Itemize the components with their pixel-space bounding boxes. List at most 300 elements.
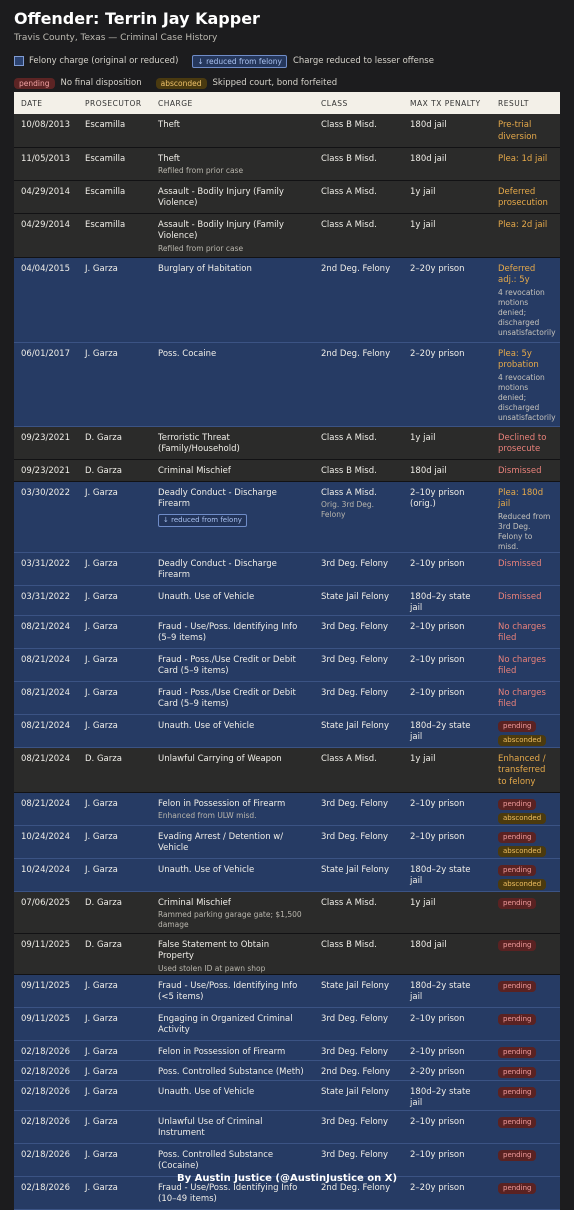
cell-charge bbox=[151, 1110, 314, 1143]
cell-date: 04/04/2015 bbox=[14, 257, 78, 342]
table-row bbox=[14, 426, 560, 459]
cell-charge bbox=[151, 1060, 314, 1080]
result-text: Enhanced / transferred to felony bbox=[498, 753, 546, 787]
result-text: Plea: 2d jail bbox=[498, 219, 548, 230]
class-text: 3rd Deg. Felony bbox=[321, 1046, 389, 1057]
cell-prosecutor: J. Garza bbox=[78, 648, 151, 681]
result-text: Plea: 5y probation bbox=[498, 348, 539, 370]
charge-text: Criminal Mischief bbox=[158, 897, 231, 908]
pending-badge: pending bbox=[498, 1047, 536, 1058]
class-text: Class A Misd. bbox=[321, 186, 377, 197]
cell-penalty: 2–10y prison bbox=[403, 1040, 491, 1060]
cell-result bbox=[491, 426, 560, 459]
charge-text: Deadly Conduct - Discharge Firearm bbox=[158, 487, 277, 509]
cell-date: 08/21/2024 bbox=[14, 747, 78, 792]
charge-text: Theft bbox=[158, 120, 180, 130]
cell-result bbox=[491, 933, 560, 974]
cell-result bbox=[491, 792, 560, 825]
legend bbox=[14, 54, 560, 90]
cell-penalty: 2–20y prison bbox=[403, 1060, 491, 1080]
cell-class bbox=[314, 825, 403, 858]
reduced-chip: ↓ reduced from felony bbox=[192, 55, 287, 68]
legend-absconded-label: Skipped court, bond forfeited bbox=[212, 78, 338, 88]
cell-penalty: 180d–2y state jail bbox=[403, 714, 491, 747]
cell-prosecutor: D. Garza bbox=[78, 747, 151, 792]
charge-text: Unauth. Use of Vehicle bbox=[158, 864, 255, 875]
table-row bbox=[14, 180, 560, 213]
cell-prosecutor: D. Garza bbox=[78, 933, 151, 974]
cell-charge bbox=[151, 585, 314, 615]
charge-text: Fraud - Poss./Use Credit or Debit Card (5–9 items) bbox=[158, 654, 296, 676]
column-header: RESULT bbox=[491, 92, 560, 114]
charge-text: Fraud - Use/Poss. Identifying Info (<5 items) bbox=[158, 980, 298, 1002]
result-text: Dismissed bbox=[498, 465, 542, 476]
table-row bbox=[14, 891, 560, 933]
cell-class bbox=[314, 114, 403, 147]
cell-charge bbox=[151, 933, 314, 974]
pending-badge: pending bbox=[498, 1183, 536, 1194]
table-row bbox=[14, 747, 560, 792]
cell-charge bbox=[151, 1080, 314, 1110]
cell-charge bbox=[151, 481, 314, 552]
cell-class bbox=[314, 1007, 403, 1040]
cell-prosecutor: J. Garza bbox=[78, 615, 151, 648]
cell-penalty: 2–20y prison bbox=[403, 342, 491, 426]
cell-penalty: 180d–2y state jail bbox=[403, 1080, 491, 1110]
cell-result bbox=[491, 891, 560, 933]
class-text: 3rd Deg. Felony bbox=[321, 798, 389, 809]
cell-result bbox=[491, 1060, 560, 1080]
cell-penalty: 2–10y prison (orig.) bbox=[403, 481, 491, 552]
cell-class bbox=[314, 1110, 403, 1143]
table-row bbox=[14, 213, 560, 257]
cell-date: 02/18/2026 bbox=[14, 1110, 78, 1143]
cell-penalty: 2–20y prison bbox=[403, 1176, 491, 1209]
result-text: No charges filed bbox=[498, 687, 546, 709]
result-text: Dismissed bbox=[498, 558, 542, 569]
cell-penalty: 180d–2y state jail bbox=[403, 585, 491, 615]
cell-prosecutor: D. Garza bbox=[78, 459, 151, 481]
cell-class bbox=[314, 891, 403, 933]
class-text: 3rd Deg. Felony bbox=[321, 654, 389, 665]
column-header: CHARGE bbox=[151, 92, 314, 114]
cell-charge bbox=[151, 552, 314, 585]
cell-prosecutor: J. Garza bbox=[78, 481, 151, 552]
result-text: No charges filed bbox=[498, 621, 546, 643]
page-subtitle: Travis County, Texas — Criminal Case History bbox=[14, 33, 218, 43]
legend-absconded bbox=[156, 76, 337, 90]
cell-class bbox=[314, 714, 403, 747]
cell-class bbox=[314, 180, 403, 213]
pending-badge: pending bbox=[498, 1087, 536, 1098]
cell-class bbox=[314, 552, 403, 585]
cell-date: 10/08/2013 bbox=[14, 114, 78, 147]
footer-credit: By Austin Justice (@AustinJustice on X) bbox=[176, 1173, 398, 1184]
cell-charge bbox=[151, 792, 314, 825]
cell-result bbox=[491, 213, 560, 257]
cell-penalty: 180d jail bbox=[403, 147, 491, 180]
cell-class bbox=[314, 585, 403, 615]
cell-penalty: 2–10y prison bbox=[403, 615, 491, 648]
cell-class bbox=[314, 858, 403, 891]
class-text: 3rd Deg. Felony bbox=[321, 621, 389, 632]
cell-class bbox=[314, 342, 403, 426]
pending-badge: pending bbox=[498, 1150, 536, 1161]
cell-date: 08/21/2024 bbox=[14, 714, 78, 747]
absconded-badge: absconded bbox=[498, 735, 546, 746]
charge-text: Theft bbox=[158, 153, 180, 164]
pending-badge: pending bbox=[498, 898, 536, 909]
cell-prosecutor: J. Garza bbox=[78, 585, 151, 615]
cell-charge bbox=[151, 114, 314, 147]
column-header: CLASS bbox=[314, 92, 403, 114]
cell-charge bbox=[151, 714, 314, 747]
cell-class bbox=[314, 792, 403, 825]
cell-date: 03/30/2022 bbox=[14, 481, 78, 552]
cell-class bbox=[314, 1060, 403, 1080]
charge-text: Assault - Bodily Injury (Family Violence) bbox=[158, 186, 284, 208]
table-row bbox=[14, 481, 560, 552]
cell-date: 09/23/2021 bbox=[14, 426, 78, 459]
table-body bbox=[14, 114, 560, 1209]
cell-penalty: 2–10y prison bbox=[403, 792, 491, 825]
charge-text: Felon in Possession of Firearm bbox=[158, 798, 286, 809]
result-text: Deferred prosecution bbox=[498, 186, 548, 208]
class-text: Class A Misd. bbox=[321, 432, 377, 443]
cell-result bbox=[491, 180, 560, 213]
table-row bbox=[14, 648, 560, 681]
charge-note: Enhanced from ULW misd. bbox=[158, 811, 257, 820]
table-row bbox=[14, 114, 560, 147]
class-text: Class A Misd. bbox=[321, 753, 377, 764]
pending-badge: pending bbox=[498, 1014, 536, 1025]
cell-prosecutor: J. Garza bbox=[78, 1143, 151, 1176]
table-row bbox=[14, 552, 560, 585]
felony-swatch-icon bbox=[14, 56, 24, 66]
result-note: Reduced from 3rd Deg. Felony to misd. bbox=[498, 511, 551, 551]
class-text: 2nd Deg. Felony bbox=[321, 1182, 391, 1193]
cell-result bbox=[491, 858, 560, 891]
cell-class bbox=[314, 974, 403, 1007]
charge-text: Unlawful Use of Criminal Instrument bbox=[158, 1116, 263, 1138]
class-text: Class B Misd. bbox=[321, 939, 377, 950]
cell-penalty: 1y jail bbox=[403, 747, 491, 792]
charge-text: Evading Arrest / Detention w/ Vehicle bbox=[158, 831, 284, 853]
charge-text: Fraud - Use/Poss. Identifying Info (10–49 items) bbox=[158, 1182, 298, 1204]
table-row bbox=[14, 933, 560, 974]
cell-result bbox=[491, 1080, 560, 1110]
cell-charge bbox=[151, 615, 314, 648]
class-text: State Jail Felony bbox=[321, 720, 389, 731]
cell-date: 03/31/2022 bbox=[14, 552, 78, 585]
result-note: 4 revocation motions denied; discharged unsatisfactorily bbox=[498, 287, 556, 337]
class-text: 3rd Deg. Felony bbox=[321, 831, 389, 842]
cell-date: 04/29/2014 bbox=[14, 180, 78, 213]
cell-date: 09/11/2025 bbox=[14, 974, 78, 1007]
charge-text: Poss. Cocaine bbox=[158, 348, 217, 359]
cell-result bbox=[491, 342, 560, 426]
cell-prosecutor: J. Garza bbox=[78, 825, 151, 858]
class-text: Class B Misd. bbox=[321, 465, 377, 476]
result-text: Pre-trial diversion bbox=[498, 120, 537, 142]
cell-class bbox=[314, 615, 403, 648]
cell-date: 11/05/2013 bbox=[14, 147, 78, 180]
pending-badge: pending bbox=[498, 832, 536, 843]
table-row bbox=[14, 974, 560, 1007]
pending-badge: pending bbox=[498, 1117, 536, 1128]
cell-penalty: 2–10y prison bbox=[403, 648, 491, 681]
pending-badge: pending bbox=[498, 799, 536, 810]
cell-result bbox=[491, 459, 560, 481]
cell-date: 10/24/2024 bbox=[14, 825, 78, 858]
cell-result bbox=[491, 714, 560, 747]
charge-text: False Statement to Obtain Property bbox=[158, 939, 270, 961]
result-text: No charges filed bbox=[498, 654, 546, 676]
cell-charge bbox=[151, 342, 314, 426]
class-text: State Jail Felony bbox=[321, 1086, 389, 1097]
cell-class bbox=[314, 459, 403, 481]
cell-result bbox=[491, 1110, 560, 1143]
cell-prosecutor: Escamilla bbox=[78, 180, 151, 213]
cell-prosecutor: Escamilla bbox=[78, 147, 151, 180]
cell-penalty: 1y jail bbox=[403, 213, 491, 257]
cell-class bbox=[314, 481, 403, 552]
pending-chip: pending bbox=[14, 78, 55, 89]
cell-date: 02/18/2026 bbox=[14, 1040, 78, 1060]
charge-note: Used stolen ID at pawn shop bbox=[158, 963, 266, 973]
cell-charge bbox=[151, 825, 314, 858]
cell-prosecutor: J. Garza bbox=[78, 792, 151, 825]
class-text: 3rd Deg. Felony bbox=[321, 687, 389, 698]
cell-class bbox=[314, 147, 403, 180]
cell-class bbox=[314, 648, 403, 681]
cell-prosecutor: Escamilla bbox=[78, 213, 151, 257]
page-title: Offender: Terrin Jay Kapper bbox=[14, 9, 260, 28]
cell-penalty: 180d–2y state jail bbox=[403, 858, 491, 891]
table-row bbox=[14, 792, 560, 825]
cell-result bbox=[491, 681, 560, 714]
cell-date: 09/23/2021 bbox=[14, 459, 78, 481]
cell-date: 02/18/2026 bbox=[14, 1080, 78, 1110]
cell-penalty: 2–10y prison bbox=[403, 1110, 491, 1143]
charge-text: Felon in Possession of Firearm bbox=[158, 1046, 286, 1057]
table-row bbox=[14, 585, 560, 615]
cell-charge bbox=[151, 180, 314, 213]
charge-text: Unlawful Carrying of Weapon bbox=[158, 753, 282, 764]
cell-result bbox=[491, 481, 560, 552]
cell-penalty: 2–10y prison bbox=[403, 1143, 491, 1176]
cell-prosecutor: J. Garza bbox=[78, 1110, 151, 1143]
cell-prosecutor: J. Garza bbox=[78, 1040, 151, 1060]
cell-penalty: 2–10y prison bbox=[403, 1007, 491, 1040]
charge-text: Unauth. Use of Vehicle bbox=[158, 720, 255, 731]
cell-class bbox=[314, 933, 403, 974]
legend-reduced bbox=[192, 54, 434, 68]
charge-text: Deadly Conduct - Discharge Firearm bbox=[158, 558, 277, 580]
class-text: 3rd Deg. Felony bbox=[321, 558, 389, 569]
pending-badge: pending bbox=[498, 981, 536, 992]
cell-prosecutor: J. Garza bbox=[78, 342, 151, 426]
legend-felony-label: Felony charge (original or reduced) bbox=[29, 56, 179, 66]
table-row bbox=[14, 257, 560, 342]
pending-badge: pending bbox=[498, 940, 536, 951]
cell-prosecutor: J. Garza bbox=[78, 1080, 151, 1110]
cell-class bbox=[314, 681, 403, 714]
cell-prosecutor: J. Garza bbox=[78, 681, 151, 714]
cell-date: 02/18/2026 bbox=[14, 1176, 78, 1209]
cell-class bbox=[314, 213, 403, 257]
result-text: Plea: 1d jail bbox=[498, 153, 548, 164]
cell-date: 07/06/2025 bbox=[14, 891, 78, 933]
cell-class bbox=[314, 1040, 403, 1060]
class-text: State Jail Felony bbox=[321, 591, 389, 602]
cell-class bbox=[314, 747, 403, 792]
legend-felony bbox=[14, 54, 178, 68]
cell-result bbox=[491, 114, 560, 147]
cell-date: 03/31/2022 bbox=[14, 585, 78, 615]
table-row bbox=[14, 1007, 560, 1040]
charge-text: Assault - Bodily Injury (Family Violence) bbox=[158, 219, 284, 241]
cell-prosecutor: D. Garza bbox=[78, 891, 151, 933]
class-text: State Jail Felony bbox=[321, 864, 389, 875]
cell-charge bbox=[151, 459, 314, 481]
cell-charge bbox=[151, 147, 314, 180]
cell-result bbox=[491, 147, 560, 180]
class-text: Class B Misd. bbox=[321, 120, 377, 130]
charge-note: Refiled from prior case bbox=[158, 166, 244, 175]
cell-result bbox=[491, 648, 560, 681]
cell-result bbox=[491, 1040, 560, 1060]
cell-date: 08/21/2024 bbox=[14, 681, 78, 714]
absconded-chip: absconded bbox=[156, 78, 207, 89]
cell-penalty: 1y jail bbox=[403, 180, 491, 213]
cell-penalty: 2–10y prison bbox=[403, 681, 491, 714]
cell-prosecutor: J. Garza bbox=[78, 714, 151, 747]
cell-charge bbox=[151, 891, 314, 933]
cell-result bbox=[491, 747, 560, 792]
class-text: 2nd Deg. Felony bbox=[321, 348, 391, 359]
charge-text: Unauth. Use of Vehicle bbox=[158, 591, 255, 602]
column-header: PROSECUTOR bbox=[78, 92, 151, 114]
result-text: Plea: 180d jail bbox=[498, 487, 544, 509]
cell-penalty: 2–20y prison bbox=[403, 257, 491, 342]
cell-penalty: 2–10y prison bbox=[403, 552, 491, 585]
class-text: 3rd Deg. Felony bbox=[321, 1116, 389, 1127]
cell-prosecutor: J. Garza bbox=[78, 858, 151, 891]
cell-penalty: 2–10y prison bbox=[403, 825, 491, 858]
pending-badge: pending bbox=[498, 865, 536, 876]
table-row bbox=[14, 714, 560, 747]
cell-prosecutor: Escamilla bbox=[78, 114, 151, 147]
class-text: 2nd Deg. Felony bbox=[321, 1066, 391, 1077]
reduced-badge: ↓ reduced from felony bbox=[158, 514, 247, 527]
legend-pending bbox=[14, 76, 142, 90]
cell-result bbox=[491, 615, 560, 648]
class-text: 3rd Deg. Felony bbox=[321, 1013, 389, 1024]
table-row bbox=[14, 1110, 560, 1143]
cell-result bbox=[491, 585, 560, 615]
table-row bbox=[14, 825, 560, 858]
result-note: 4 revocation motions denied; discharged unsatisfactorily bbox=[498, 372, 556, 422]
cell-charge bbox=[151, 1007, 314, 1040]
result-text: Dismissed bbox=[498, 591, 542, 602]
table-row bbox=[14, 1040, 560, 1060]
cell-result bbox=[491, 974, 560, 1007]
cell-date: 10/24/2024 bbox=[14, 858, 78, 891]
cell-date: 02/18/2026 bbox=[14, 1143, 78, 1176]
class-text: State Jail Felony bbox=[321, 980, 389, 991]
table-row bbox=[14, 858, 560, 891]
legend-pending-label: No final disposition bbox=[60, 78, 142, 88]
charge-text: Fraud - Use/Poss. Identifying Info (5–9 items) bbox=[158, 621, 298, 643]
cell-date: 04/29/2014 bbox=[14, 213, 78, 257]
charge-text: Terroristic Threat (Family/Household) bbox=[158, 432, 240, 454]
cell-charge bbox=[151, 257, 314, 342]
cell-penalty: 180d–2y state jail bbox=[403, 974, 491, 1007]
table-row bbox=[14, 459, 560, 481]
cell-result bbox=[491, 552, 560, 585]
legend-reduced-label: Charge reduced to lesser offense bbox=[292, 56, 434, 66]
class-text: Class A Misd. bbox=[321, 897, 377, 908]
cell-charge bbox=[151, 426, 314, 459]
class-text: Class A Misd. bbox=[321, 487, 377, 498]
class-text: 3rd Deg. Felony bbox=[321, 1149, 389, 1160]
cell-result bbox=[491, 257, 560, 342]
cell-class bbox=[314, 426, 403, 459]
charge-text: Criminal Mischief bbox=[158, 465, 231, 476]
cell-prosecutor: J. Garza bbox=[78, 974, 151, 1007]
class-text: 2nd Deg. Felony bbox=[321, 263, 391, 274]
absconded-badge: absconded bbox=[498, 879, 546, 890]
header bbox=[0, 0, 574, 92]
cell-charge bbox=[151, 747, 314, 792]
cell-prosecutor: J. Garza bbox=[78, 1060, 151, 1080]
charge-note: Refiled from prior case bbox=[158, 243, 244, 253]
table-row bbox=[14, 1080, 560, 1110]
cell-date: 09/11/2025 bbox=[14, 933, 78, 974]
cell-prosecutor: J. Garza bbox=[78, 257, 151, 342]
cell-class bbox=[314, 1080, 403, 1110]
table-header bbox=[14, 92, 560, 114]
result-text: Declined to prosecute bbox=[498, 432, 547, 454]
case-table bbox=[14, 92, 560, 1210]
pending-badge: pending bbox=[498, 721, 536, 732]
charge-text: Poss. Controlled Substance (Cocaine) bbox=[158, 1149, 274, 1171]
charge-text: Burglary of Habitation bbox=[158, 263, 252, 274]
class-text: Class A Misd. bbox=[321, 219, 377, 230]
charge-text: Fraud - Poss./Use Credit or Debit Card (5–9 items) bbox=[158, 687, 296, 709]
cell-class bbox=[314, 257, 403, 342]
absconded-badge: absconded bbox=[498, 813, 546, 824]
charge-text: Poss. Controlled Substance (Meth) bbox=[158, 1066, 304, 1077]
table-row bbox=[14, 1060, 560, 1080]
cell-charge bbox=[151, 681, 314, 714]
cell-prosecutor: J. Garza bbox=[78, 552, 151, 585]
cell-penalty: 1y jail bbox=[403, 426, 491, 459]
cell-prosecutor: J. Garza bbox=[78, 1176, 151, 1209]
cell-penalty: 180d jail bbox=[403, 933, 491, 974]
class-note: Orig. 3rd Deg. Felony bbox=[321, 500, 375, 519]
cell-penalty: 180d jail bbox=[403, 459, 491, 481]
table-row bbox=[14, 681, 560, 714]
cell-charge bbox=[151, 1040, 314, 1060]
cell-charge bbox=[151, 858, 314, 891]
table-row bbox=[14, 147, 560, 180]
absconded-badge: absconded bbox=[498, 846, 546, 857]
cell-charge bbox=[151, 213, 314, 257]
column-header: DATE bbox=[14, 92, 78, 114]
charge-note: Rammed parking garage gate; $1,500 damage bbox=[158, 910, 302, 929]
